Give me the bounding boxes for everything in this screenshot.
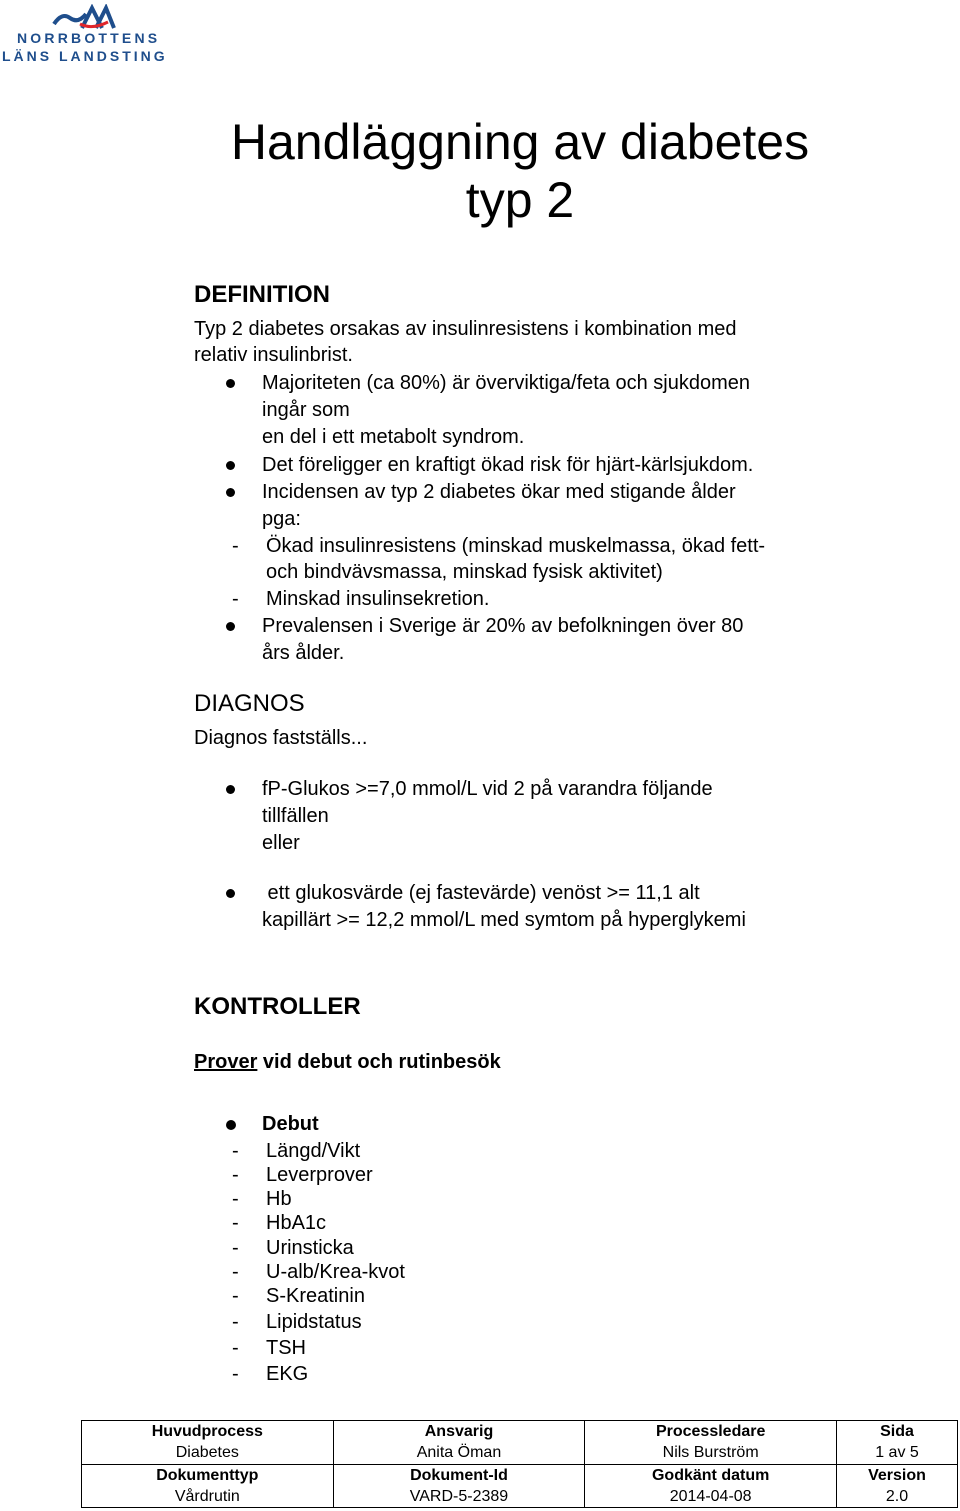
dash-marker: - bbox=[232, 1337, 239, 1359]
footer-label: Ansvarig bbox=[424, 1423, 494, 1440]
kontroller-heading: KONTROLLER bbox=[194, 993, 361, 1020]
dash-marker: - bbox=[232, 1140, 239, 1162]
debut-item: Urinsticka bbox=[266, 1237, 354, 1259]
document-footer-table bbox=[81, 1420, 958, 1508]
logo-text-line2: LÄNS LANDSTING bbox=[2, 48, 168, 64]
definition-bullet1-line3: en del i ett metabolt syndrom. bbox=[262, 426, 525, 448]
footer-label: Dokument-Id bbox=[410, 1466, 508, 1484]
footer-label: Dokumenttyp bbox=[156, 1466, 259, 1484]
definition-bullet4-line1: Prevalensen i Sverige är 20% av befolkningen över 80 bbox=[262, 615, 744, 637]
debut-item: Leverprover bbox=[266, 1164, 373, 1186]
footer-value: 2014-04-08 bbox=[669, 1487, 752, 1505]
definition-dash2: Minskad insulinsekretion. bbox=[266, 588, 490, 610]
footer-label: Version bbox=[868, 1466, 926, 1484]
definition-intro-line1: Typ 2 diabetes orsakas av insulinresistens i kombination med bbox=[194, 318, 737, 340]
definition-bullet4-line2: års ålder. bbox=[262, 642, 345, 664]
dash-marker: - bbox=[232, 1311, 239, 1333]
definition-dash1-line2: och bindvävsmassa, minskad fysisk aktivitet) bbox=[266, 561, 663, 583]
diagnos-bullet1-line1: fP-Glukos >=7,0 mmol/L vid 2 på varandra följande bbox=[262, 778, 713, 800]
bullet-icon bbox=[226, 379, 235, 388]
debut-item: Lipidstatus bbox=[266, 1311, 362, 1333]
diagnos-heading: DIAGNOS bbox=[194, 690, 305, 717]
dash-marker: - bbox=[232, 1363, 239, 1385]
diagnos-intro: Diagnos fastställs... bbox=[194, 727, 368, 749]
footer-value: 2.0 bbox=[885, 1487, 909, 1505]
footer-cell-dokument-id bbox=[333, 1464, 585, 1508]
footer-value: 1 av 5 bbox=[875, 1444, 919, 1461]
bullet-icon bbox=[226, 488, 235, 497]
debut-item: U-alb/Krea-kvot bbox=[266, 1261, 405, 1283]
document-title-line2: typ 2 bbox=[465, 172, 575, 228]
debut-label: Debut bbox=[262, 1113, 319, 1135]
debut-item: TSH bbox=[266, 1337, 306, 1359]
diagnos-bullet1-line3: eller bbox=[262, 832, 300, 854]
bullet-icon bbox=[226, 785, 235, 794]
dash-marker: - bbox=[232, 588, 239, 610]
definition-dash1-line1: Ökad insulinresistens (minskad muskelmassa, ökad fett- bbox=[266, 535, 766, 557]
dash-marker: - bbox=[232, 1164, 239, 1186]
footer-cell-processledare bbox=[585, 1421, 837, 1465]
diagnos-bullet2-line1: ett glukosvärde (ej fastevärde) venöst >= 11,1 alt bbox=[262, 882, 700, 904]
dash-marker: - bbox=[232, 1188, 239, 1210]
definition-bullet2: Det föreligger en kraftigt ökad risk för hjärt-kärlsjukdom. bbox=[262, 454, 754, 476]
document-title-line1: Handläggning av diabetes bbox=[230, 114, 810, 170]
bullet-icon bbox=[226, 889, 235, 898]
debut-item: HbA1c bbox=[266, 1212, 327, 1234]
diagnos-bullet2-line2: kapillärt >= 12,2 mmol/L med symtom på hyperglykemi bbox=[262, 909, 746, 931]
footer-cell-sida bbox=[837, 1421, 958, 1465]
prover-subheading-rest: vid debut och rutinbesök bbox=[257, 1051, 501, 1073]
debut-item: EKG bbox=[266, 1363, 309, 1385]
footer-cell-huvudprocess bbox=[82, 1421, 334, 1465]
dash-marker: - bbox=[232, 1212, 239, 1234]
footer-value: Anita Öman bbox=[416, 1444, 502, 1461]
dash-marker: - bbox=[232, 1237, 239, 1259]
footer-cell-ansvarig bbox=[333, 1421, 585, 1465]
debut-item: S-Kreatinin bbox=[266, 1285, 365, 1307]
footer-label: Sida bbox=[880, 1423, 914, 1440]
footer-value: Nils Burström bbox=[662, 1444, 759, 1461]
footer-value: VARD-5-2389 bbox=[409, 1487, 509, 1505]
debut-item: Längd/Vikt bbox=[266, 1140, 361, 1162]
dash-marker: - bbox=[232, 535, 239, 557]
definition-bullet1-line1: Majoriteten (ca 80%) är överviktiga/feta och sjukdomen bbox=[262, 372, 751, 394]
footer-cell-dokumenttyp bbox=[82, 1464, 334, 1508]
prover-subheading bbox=[194, 1049, 501, 1076]
footer-label: Godkänt datum bbox=[651, 1466, 770, 1484]
bullet-icon bbox=[226, 622, 235, 631]
footer-value: Diabetes bbox=[175, 1444, 239, 1461]
footer-label: Huvudprocess bbox=[151, 1423, 263, 1440]
dash-marker: - bbox=[232, 1261, 239, 1283]
debut-item: Hb bbox=[266, 1188, 292, 1210]
definition-intro-line2: relativ insulinbrist. bbox=[194, 344, 353, 366]
definition-bullet3-line1: Incidensen av typ 2 diabetes ökar med stigande ålder bbox=[262, 481, 736, 503]
logo-text-line1: NORRBOTTENS bbox=[17, 30, 161, 46]
bullet-icon bbox=[226, 461, 235, 470]
footer-cell-godkant-datum bbox=[585, 1464, 837, 1508]
dash-marker: - bbox=[232, 1285, 239, 1307]
organization-logo bbox=[0, 0, 170, 70]
definition-bullet1-line2: ingår som bbox=[262, 399, 350, 421]
footer-value: Vårdrutin bbox=[174, 1487, 240, 1505]
footer-label: Processledare bbox=[655, 1423, 766, 1440]
prover-subheading-underlined: Prover bbox=[194, 1051, 258, 1073]
diagnos-bullet1-line2: tillfällen bbox=[262, 805, 329, 827]
definition-bullet3-line2: pga: bbox=[262, 508, 301, 530]
definition-heading: DEFINITION bbox=[194, 281, 330, 308]
bullet-icon bbox=[226, 1120, 236, 1130]
footer-cell-version bbox=[837, 1464, 958, 1508]
